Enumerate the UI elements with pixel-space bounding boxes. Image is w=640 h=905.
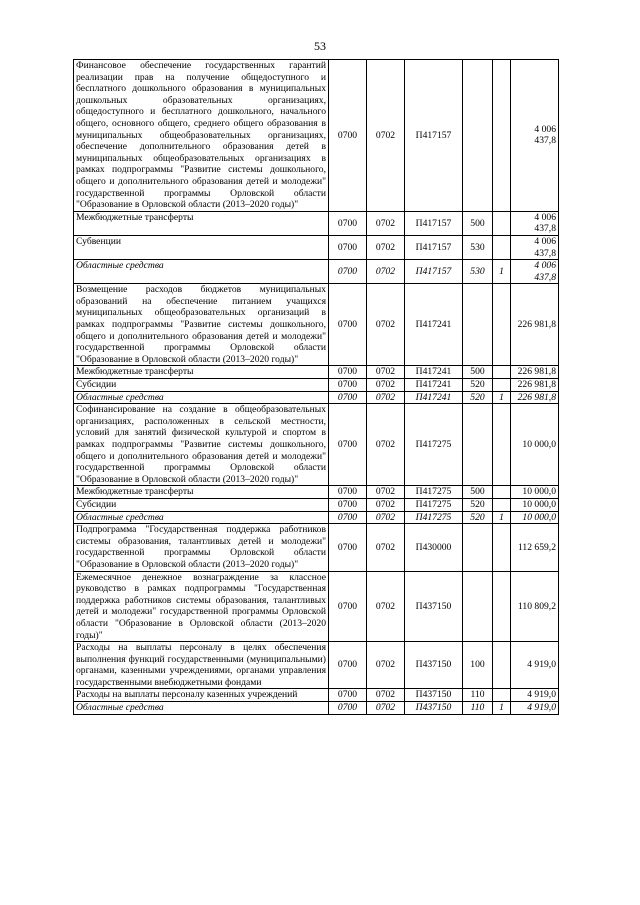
- cell-description: Областные средства: [74, 511, 329, 524]
- table-row: [74, 366, 559, 379]
- cell-target-article: П417157: [405, 211, 463, 235]
- cell-amount: 226 981,8: [511, 379, 559, 392]
- cell-target-article: П437150: [405, 571, 463, 642]
- cell-amount: 112 659,2: [511, 524, 559, 571]
- cell-amount: 4 006 437,8: [511, 211, 559, 235]
- cell-description: Субвенции: [74, 235, 329, 259]
- cell-description: Финансовое обеспечение государственных гарантий реализации прав на получение общедоступного и бесплатного дошкольного образования в муниципальных дошкольных образовательных организациях, общедоступного и бесплатного дошкольного, начального общего, основного общего, среднего общего образования в муниципальных общеобразовательных организациях, обеспечение дополнительного образования детей в муниципальных общеобразовательных организациях в рамках подпрограммы "Развитие системы дошкольного, общего и дополнительного образования детей и молодежи" государственной программы Орловской области "Образование в Орловской области (2013–2020 годы)": [74, 60, 329, 212]
- cell-description: Подпрограмма "Государственная поддержка работников системы образования, талантливых детей и молодежи" государственной программы Орловской области "Образование в Орловской области (2013–2020 годы)": [74, 524, 329, 571]
- cell-amount: 10 000,0: [511, 511, 559, 524]
- cell-section: 0700: [329, 702, 367, 715]
- cell-description: Межбюджетные трансферты: [74, 366, 329, 379]
- cell-funding-source: 1: [493, 511, 511, 524]
- cell-expense-type: 520: [463, 379, 493, 392]
- cell-description: Расходы на выплаты персоналу казенных учреждений: [74, 689, 329, 702]
- cell-subsection: 0702: [367, 524, 405, 571]
- cell-target-article: П417157: [405, 60, 463, 212]
- cell-expense-type: [463, 524, 493, 571]
- cell-target-article: П417275: [405, 511, 463, 524]
- table-row: [74, 60, 559, 212]
- cell-target-article: П417241: [405, 284, 463, 366]
- table-row: [74, 235, 559, 259]
- cell-target-article: П417157: [405, 260, 463, 284]
- cell-section: 0700: [329, 391, 367, 404]
- cell-funding-source: [493, 689, 511, 702]
- cell-amount: 10 000,0: [511, 404, 559, 486]
- table-row: [74, 511, 559, 524]
- cell-subsection: 0702: [367, 498, 405, 511]
- page-number: 53: [314, 39, 326, 53]
- cell-target-article: П417275: [405, 498, 463, 511]
- cell-subsection: 0702: [367, 284, 405, 366]
- cell-expense-type: 520: [463, 498, 493, 511]
- cell-target-article: П437150: [405, 689, 463, 702]
- cell-subsection: 0702: [367, 260, 405, 284]
- cell-target-article: П417157: [405, 235, 463, 259]
- table-row: [74, 642, 559, 689]
- cell-subsection: 0702: [367, 366, 405, 379]
- cell-section: 0700: [329, 60, 367, 212]
- cell-target-article: П417241: [405, 379, 463, 392]
- cell-subsection: 0702: [367, 391, 405, 404]
- cell-amount: 110 809,2: [511, 571, 559, 642]
- cell-subsection: 0702: [367, 235, 405, 259]
- cell-expense-type: 100: [463, 642, 493, 689]
- cell-description: Возмещение расходов бюджетов муниципальных образований на обеспечение питанием учащихся муниципальных общеобразовательных организаций в рамках подпрограммы "Развитие системы дошкольного, общего и дополнительного образования детей и молодежи" государственной программы Орловской области "Образование в Орловской области (2013–2020 годы)": [74, 284, 329, 366]
- cell-expense-type: 110: [463, 702, 493, 715]
- cell-section: 0700: [329, 211, 367, 235]
- table-row: [74, 702, 559, 715]
- cell-section: 0700: [329, 486, 367, 499]
- table-row: [74, 498, 559, 511]
- cell-expense-type: 520: [463, 511, 493, 524]
- table-row: [74, 211, 559, 235]
- cell-section: 0700: [329, 642, 367, 689]
- cell-subsection: 0702: [367, 511, 405, 524]
- cell-section: 0700: [329, 511, 367, 524]
- cell-description: Областные средства: [74, 391, 329, 404]
- cell-funding-source: 1: [493, 260, 511, 284]
- cell-subsection: 0702: [367, 60, 405, 212]
- cell-amount: 4 006 437,8: [511, 60, 559, 212]
- cell-expense-type: 500: [463, 486, 493, 499]
- cell-description: Областные средства: [74, 702, 329, 715]
- cell-section: 0700: [329, 524, 367, 571]
- table-row: [74, 260, 559, 284]
- cell-description: Расходы на выплаты персоналу в целях обеспечения выполнения функций государственными (муниципальными) органами, казенными учреждениями, органами управления государственными внебюджетными фондами: [74, 642, 329, 689]
- cell-subsection: 0702: [367, 571, 405, 642]
- cell-funding-source: [493, 379, 511, 392]
- cell-section: 0700: [329, 404, 367, 486]
- table-row: [74, 486, 559, 499]
- cell-section: 0700: [329, 689, 367, 702]
- table-row: [74, 404, 559, 486]
- cell-amount: 226 981,8: [511, 366, 559, 379]
- cell-target-article: П430000: [405, 524, 463, 571]
- cell-amount: 4 006 437,8: [511, 260, 559, 284]
- cell-funding-source: 1: [493, 391, 511, 404]
- cell-section: 0700: [329, 571, 367, 642]
- table-row: [74, 571, 559, 642]
- cell-subsection: 0702: [367, 689, 405, 702]
- cell-subsection: 0702: [367, 486, 405, 499]
- cell-section: 0700: [329, 379, 367, 392]
- cell-funding-source: [493, 486, 511, 499]
- cell-subsection: 0702: [367, 379, 405, 392]
- cell-target-article: П437150: [405, 642, 463, 689]
- cell-funding-source: [493, 211, 511, 235]
- cell-amount: 10 000,0: [511, 486, 559, 499]
- cell-funding-source: [493, 498, 511, 511]
- cell-funding-source: [493, 524, 511, 571]
- cell-funding-source: [493, 642, 511, 689]
- table-row: [74, 689, 559, 702]
- cell-amount: 226 981,8: [511, 284, 559, 366]
- cell-description: Субсидии: [74, 498, 329, 511]
- cell-section: 0700: [329, 235, 367, 259]
- cell-funding-source: [493, 366, 511, 379]
- cell-description: Областные средства: [74, 260, 329, 284]
- table-row: [74, 391, 559, 404]
- cell-amount: 4 919,0: [511, 642, 559, 689]
- cell-description: Софинансирование на создание в общеобразовательных организациях, расположенных в сельской местности, условий для занятий физической культурой и спортом в рамках подпрограммы "Развитие системы дошкольного, общего и дополнительного образования детей и молодежи" государственной программы Орловской области "Образование в Орловской области (2013–2020 годы)": [74, 404, 329, 486]
- cell-target-article: П417241: [405, 391, 463, 404]
- cell-amount: 10 000,0: [511, 498, 559, 511]
- cell-description: Межбюджетные трансферты: [74, 211, 329, 235]
- cell-section: 0700: [329, 366, 367, 379]
- cell-funding-source: [493, 60, 511, 212]
- cell-expense-type: [463, 284, 493, 366]
- cell-expense-type: 520: [463, 391, 493, 404]
- cell-amount: 226 981,8: [511, 391, 559, 404]
- cell-expense-type: 530: [463, 260, 493, 284]
- cell-description: Ежемесячное денежное вознаграждение за классное руководство в рамках подпрограммы "Государственная поддержка работников системы образования, талантливых детей и молодежи" государственной программы Орловской области "Образование в Орловской области (2013–2020 годы)": [74, 571, 329, 642]
- cell-amount: 4 919,0: [511, 702, 559, 715]
- table-row: [74, 284, 559, 366]
- cell-section: 0700: [329, 284, 367, 366]
- cell-description: Субсидии: [74, 379, 329, 392]
- table-body: [74, 60, 559, 715]
- cell-expense-type: 530: [463, 235, 493, 259]
- cell-expense-type: [463, 60, 493, 212]
- cell-subsection: 0702: [367, 642, 405, 689]
- cell-subsection: 0702: [367, 702, 405, 715]
- cell-target-article: П437150: [405, 702, 463, 715]
- cell-funding-source: 1: [493, 702, 511, 715]
- cell-subsection: 0702: [367, 211, 405, 235]
- cell-amount: 4 006 437,8: [511, 235, 559, 259]
- cell-subsection: 0702: [367, 404, 405, 486]
- cell-expense-type: [463, 404, 493, 486]
- cell-section: 0700: [329, 498, 367, 511]
- cell-expense-type: 110: [463, 689, 493, 702]
- cell-expense-type: [463, 571, 493, 642]
- cell-funding-source: [493, 235, 511, 259]
- cell-target-article: П417275: [405, 486, 463, 499]
- table-row: [74, 379, 559, 392]
- cell-funding-source: [493, 571, 511, 642]
- cell-expense-type: 500: [463, 211, 493, 235]
- cell-expense-type: 500: [463, 366, 493, 379]
- cell-amount: 4 919,0: [511, 689, 559, 702]
- budget-table: [73, 59, 559, 715]
- cell-funding-source: [493, 284, 511, 366]
- cell-funding-source: [493, 404, 511, 486]
- cell-target-article: П417241: [405, 366, 463, 379]
- cell-section: 0700: [329, 260, 367, 284]
- cell-description: Межбюджетные трансферты: [74, 486, 329, 499]
- cell-target-article: П417275: [405, 404, 463, 486]
- table-row: [74, 524, 559, 571]
